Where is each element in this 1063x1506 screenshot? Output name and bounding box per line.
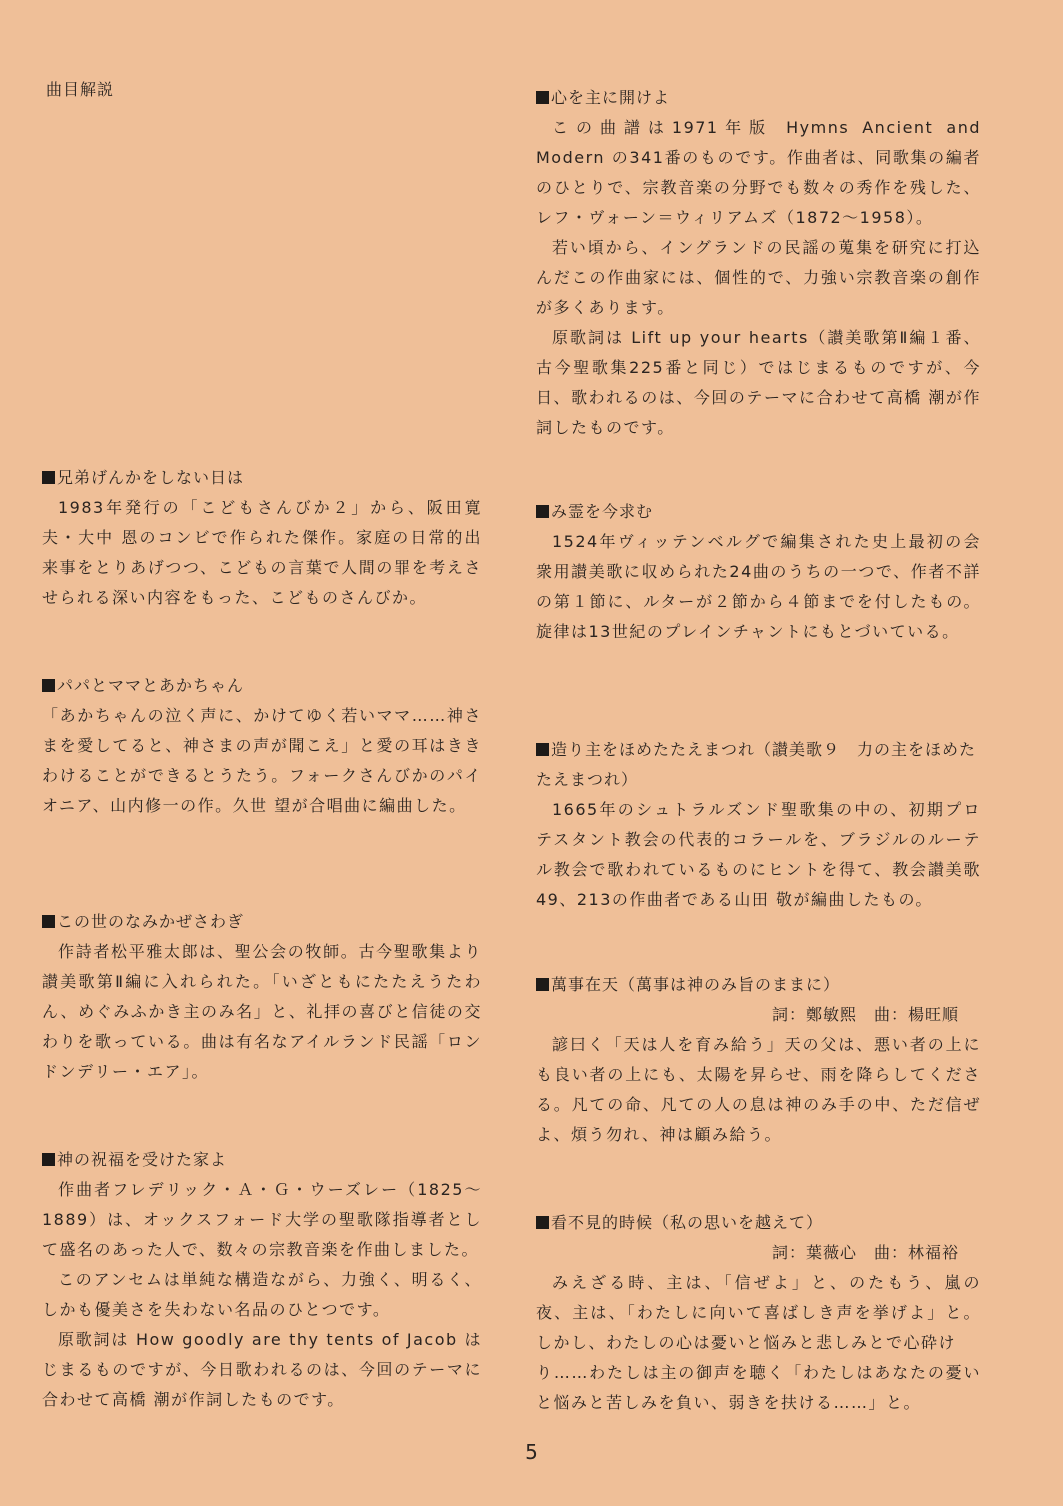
square-bullet-icon (536, 91, 549, 104)
section-paragraph: 原歌詞は How goodly are thy tents of Jacob はじまるものですが、今日歌われるのは、今回のテーマに合わせて高橋 潮が作詞したものです。 (42, 1330, 482, 1409)
section-heading-text: 看不見的時候（私の思いを越えて） (551, 1213, 824, 1232)
section-tsukurinushi (536, 735, 981, 915)
section-paragraph: 原歌詞は Lift up your hearts（讃美歌第Ⅱ編１番、古今聖歌集225番と同じ）ではじまるものですが、今日、歌われるのは、今回のテーマに合わせて高橋 潮が作詞したものです。 (536, 328, 981, 437)
section-heading (536, 735, 981, 795)
page-number: 5 (525, 1440, 538, 1464)
section-kokoro-wo-shu-ni (536, 83, 981, 443)
section-paragraph: 作詩者松平雅太郎は、聖公会の牧師。古今聖歌集より讃美歌第Ⅱ編に入れられた。「いざともにたたえうたわん、めぐみふかき主のみ名」と、礼拝の喜びと信徒の交わりを歌っている。曲は有名なアイルランド民謡「ロンドンデリー・エア」。 (42, 942, 482, 1081)
page-title: 曲目解説 (46, 80, 115, 99)
section-paragraph: 「あかちゃんの泣く声に、かけてゆく若いママ……神さまを愛してると、神さまの声が聞こえ」と愛の耳はききわけることができるとうたう。フォークさんびかのパイオニア、山内修一の作。久世 望が合唱曲に編曲した。 (42, 706, 482, 815)
square-bullet-icon (42, 679, 55, 692)
section-heading (42, 907, 482, 937)
section-paragraph: このアンセムは単純な構造ながら、力強く、明るく、しかも優美さを失わない名品のひとつです。 (42, 1270, 482, 1319)
section-paragraph: 若い頃から、イングランドの民謡の蒐集を研究に打込んだこの作曲家には、個性的で、力強い宗教音楽の創作が多くあります。 (536, 238, 981, 317)
section-heading (536, 970, 981, 1000)
section-heading-text: 心を主に開けよ (551, 88, 671, 107)
section-heading (536, 83, 981, 113)
section-heading (42, 1145, 482, 1175)
section-paragraph: 1665年のシュトラルズンド聖歌集の中の、初期プロテスタント教会の代表的コラールを、ブラジルのルーテル教会で歌われているものにヒントを得て、教会讃美歌49、213の作曲者である山田 敬が編曲したもの。 (536, 800, 981, 909)
section-heading (536, 497, 981, 527)
section-paragraph: 諺曰く「天は人を育み給う」天の父は、悪い者の上にも良い者の上にも、太陽を昇らせ、雨を降らしてくださる。凡ての命、凡ての人の息は神のみ手の中、ただ信ぜよ、煩う勿れ、神は顧み給う。 (536, 1035, 981, 1144)
section-heading (42, 463, 482, 493)
section-mitama (536, 497, 981, 647)
section-heading-text: この世のなみかぜさわぎ (57, 912, 245, 931)
section-paragraph: 1524年ヴィッテンベルグで編集された史上最初の会衆用讃美歌に収められた24曲のうちの一つで、作者不詳の第１節に、ルターが２節から４節までを付したもの。旋律は13世紀のプレインチャントにもとづいている。 (536, 532, 981, 641)
section-papa-mama (42, 671, 482, 821)
section-kyodai (42, 463, 482, 613)
square-bullet-icon (536, 505, 549, 518)
section-paragraph: 1983年発行の「こどもさんびか２」から、阪田寛夫・大中 恩のコンビで作られた傑作。家庭の日常的出来事をとりあげつつ、こどもの言葉で人間の罪を考えさせられる深い内容をもった、こどものさんびか。 (42, 498, 482, 607)
song-credit: 詞：鄭敏熙 曲：楊旺順 (771, 1005, 959, 1024)
square-bullet-icon (536, 1216, 549, 1229)
square-bullet-icon (536, 978, 549, 991)
section-heading-text: 兄弟げんかをしない日は (57, 468, 245, 487)
section-heading (536, 1208, 981, 1238)
square-bullet-icon (42, 1153, 55, 1166)
section-paragraph: みえざる時、主は、「信ぜよ」と、のたもう、嵐の夜、主は、「わたしに向いて喜ばしき声を挙げよ」と。しかし、わたしの心は憂いと悩みと悲しみとで心砕け (536, 1273, 981, 1352)
square-bullet-icon (42, 915, 55, 928)
section-banji-zaiten (536, 970, 981, 1150)
square-bullet-icon (536, 743, 549, 756)
section-paragraph: り……わたしは主の御声を聴く「わたしはあなたの憂いと悩みと苦しみを負い、弱きを扶ける……」と。 (536, 1363, 981, 1412)
song-credit: 詞：葉薇心 曲：林福裕 (771, 1243, 959, 1262)
section-paragraph: 作曲者フレデリック・Ａ・Ｇ・ウーズレー（1825〜1889）は、オックスフォード大学の聖歌隊指導者として盛名のあった人で、数々の宗教音楽を作曲しました。 (42, 1180, 482, 1259)
square-bullet-icon (42, 471, 55, 484)
section-heading-text: み霊を今求む (551, 502, 654, 521)
section-heading-text: 萬事在天（萬事は神のみ旨のままに） (551, 975, 841, 994)
section-kami-no-shukufuku (42, 1145, 482, 1415)
section-kan-fu-ken (536, 1208, 981, 1418)
section-konoyo (42, 907, 482, 1087)
section-heading (42, 671, 482, 701)
section-heading-text: 神の祝福を受けた家よ (57, 1150, 228, 1169)
section-paragraph: この曲譜は1971年版 Hymns Ancient and Modern の341番のものです。作曲者は、同歌集の編者のひとりで、宗教音楽の分野でも数々の秀作を残した、レフ・ヴォーン＝ウィリアムズ（1872〜1958）。 (536, 118, 981, 227)
section-heading-text: パパとママとあかちゃん (57, 676, 245, 695)
section-heading-text: 造り主をほめたたえまつれ（讃美歌９ 力の主をほめたたえまつれ） (536, 740, 977, 789)
